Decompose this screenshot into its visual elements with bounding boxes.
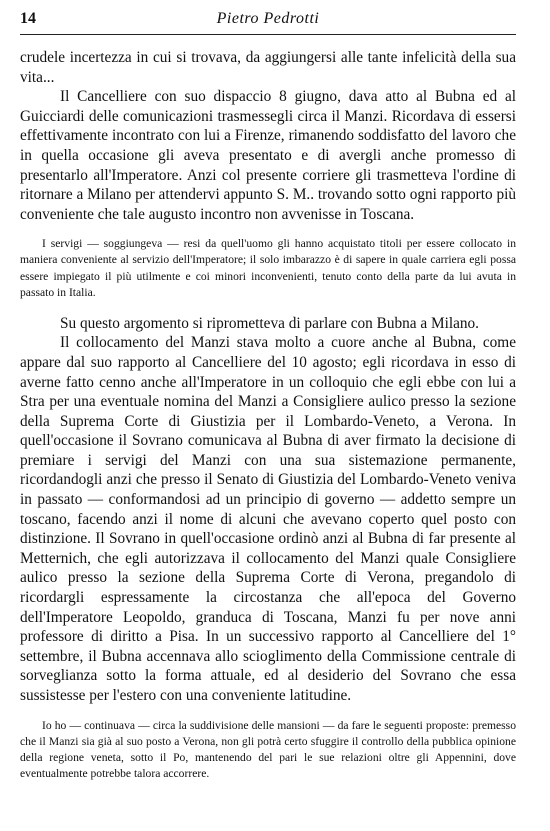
quoted-note-mansioni: Io ho — continuava — circa la suddivisione delle mansioni — da fare le seguenti proposte: premesso che il Manzi sia già al suo posto a Verona, non gli potrà certo sfuggire il controllo della pubblica opinione della regione veneta, sotto il Po, mantenendo del pari le sue relazioni oltre gli Appennini, dove eventualmente potrebbe talora accorrere. [20,718,516,780]
spacer [20,224,516,236]
paragraph-chancellor-dispatch: Il Cancelliere con suo dispaccio 8 giugno, dava atto al Bubna ed al Guicciardi delle comunicazioni trasmessegli circa il Manzi. Ricordava di essersi effettivamente incontrato con lui a Firenze, rimanendo soddisfatto del lavoro che in quella occasione gli aveva presentato e di avergli anche promesso di presentarlo all'Imperatore. Anzi col presente corriere gli trasmetteva l'ordine di ritornare a Milano per attendervi appunto S. M.. trovando sotto ogni rapporto più conveniente che tale augusto incontro non avvenisse in Toscana. [20,88,516,223]
quoted-note-servigi: I servigi — soggiungeva — resi da quell'uomo gli hanno acquistato titoli per essere collocato in maniera conveniente al servizio dell'Imperatore; il solo imbarazzo è di sapere in quale carriera egli possa essere impiegato il più utilmente e coi minori inconvenienti, tenuto conto della parte da lui avuta in passato in Italia. [20,237,516,299]
spacer [20,301,516,314]
paragraph-bubna-milano: Su questo argomento si riprometteva di parlare con Bubna a Milano. [60,314,480,332]
paragraph-continuation: crudele incertezza in cui si trovava, da aggiungersi alle tante infelicità della sua vita... [20,49,516,86]
running-head: Pietro Pedrotti [216,10,320,27]
paragraph-manzi-placement: Il collocamento del Manzi stava molto a cuore anche al Bubna, come appare dal suo rapporto al Cancelliere del 10 agosto; egli ricordava in esso di averne fatto cenno anche all'Imperatore in un colloquio che egli ebbe con lui a Stra per una eventuale nomina del Manzi a Consigliere aulico presso la sezione della Suprema Corte di Giustizia per il Lombardo-Veneto, a Verona. In quell'occasione il Sovrano comunicava al Bubna di aver firmato la decisione di premiare i servigi del Manzi con una sua sistemazione permanente, ricordandogli anzi che presso il Senato di Giustizia del Lombardo-Veneto veniva in passato — conformandosi ad un principio di governo — addetto sempre un toscano, facendo anzi il nome di alcuni che avevano coperto quel posto con distinzione. Il Sovrano in quell'occasione ordinò anzi al Bubna di far presente al Metternich, che egli autorizzava il collocamento del Manzi quale Consigliere aulico presso la sezione della Suprema Corte di Verona, pregandolo di ricordargli espressamente la circostanza che all'epoca del Governo dell'Imperatore Leopoldo, granduca di Toscana, Manzi fu per nove anni professore di diritto a Pisa. In un successivo rapporto al Cancelliere del 1° settembre, il Bubna accennava allo scioglimento della Commissione centrale di sorveglianza sotto la forma attuale, ed al desiderio del Sovrano che essa sussistesse per l'estero con una conveniente latitudine. [20,334,516,704]
spacer [20,706,516,718]
page-header [20,8,516,35]
page-body [20,48,516,782]
page-number: 14 [20,10,36,27]
